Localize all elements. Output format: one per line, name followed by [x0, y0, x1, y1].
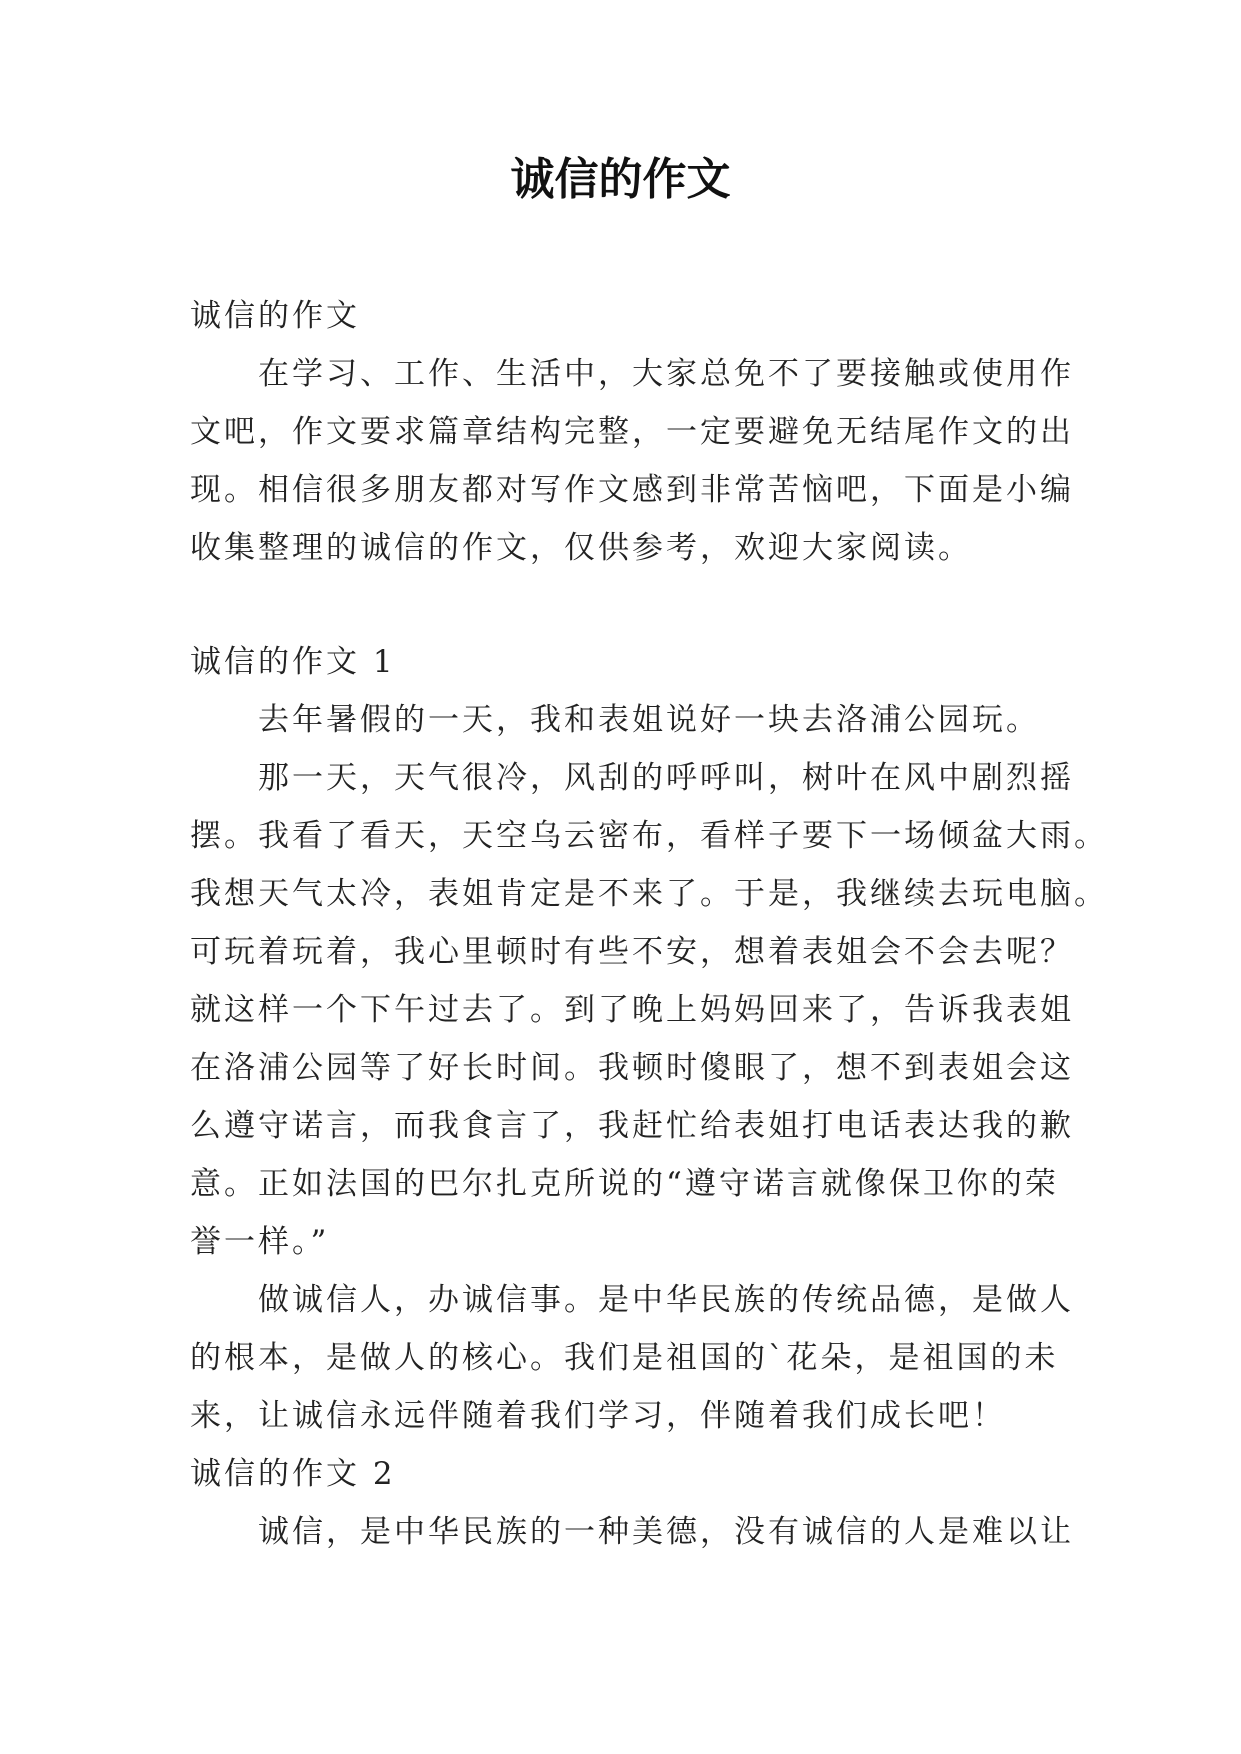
text-line: 那一天，天气很冷，风刮的呼呼叫，树叶在风中剧烈摇 [258, 760, 1074, 796]
text-line: 誉一样。” [190, 1224, 330, 1260]
essay1-paragraph-3 [190, 1271, 1074, 1445]
text-line: 诚信，是中华民族的一种美德，没有诚信的人是难以让 [258, 1514, 1074, 1550]
intro-paragraph [190, 345, 1074, 577]
essay2-heading: 诚信的作文 2 [190, 1456, 396, 1492]
text-line: 在学习、工作、生活中，大家总免不了要接触或使用作 [258, 356, 1074, 392]
intro-heading: 诚信的作文 [190, 298, 360, 334]
text-line: 意。正如法国的巴尔扎克所说的“遵守诺言就像保卫你的荣 [190, 1166, 1059, 1202]
text-line: 现。相信很多朋友都对写作文感到非常苦恼吧，下面是小编 [190, 472, 1074, 508]
text-line: 摆。我看了看天，天空乌云密布，看样子要下一场倾盆大雨。 [190, 818, 1108, 854]
text-line: 可玩着玩着，我心里顿时有些不安，想着表姐会不会去呢？ [190, 934, 1074, 970]
text-line: 么遵守诺言，而我食言了，我赶忙给表姐打电话表达我的歉 [190, 1108, 1074, 1144]
text-line: 我想天气太冷，表姐肯定是不来了。于是，我继续去玩电脑。 [190, 876, 1108, 912]
section-spacer [190, 577, 1048, 633]
essay1-paragraph-2 [190, 749, 1108, 1271]
text-line: 做诚信人，办诚信事。是中华民族的传统品德，是做人 [258, 1282, 1074, 1318]
text-line: 去年暑假的一天，我和表姐说好一块去洛浦公园玩。 [258, 702, 1040, 738]
text-line: 来，让诚信永远伴随着我们学习，伴随着我们成长吧！ [190, 1398, 1006, 1434]
text-line: 收集整理的诚信的作文，仅供参考，欢迎大家阅读。 [190, 530, 972, 566]
essay1-paragraph-1 [190, 691, 1048, 749]
text-line: 文吧，作文要求篇章结构完整，一定要避免无结尾作文的出 [190, 414, 1074, 450]
text-line: 的根本，是做人的核心。我们是祖国的`花朵，是祖国的未 [190, 1340, 1059, 1376]
text-line: 就这样一个下午过去了。到了晚上妈妈回来了，告诉我表姐 [190, 992, 1074, 1028]
essay1-heading: 诚信的作文 1 [190, 644, 396, 680]
document-title: 诚信的作文 [510, 154, 731, 205]
document-body [190, 287, 1108, 1561]
essay2-paragraph-1 [190, 1503, 1074, 1561]
text-line: 在洛浦公园等了好长时间。我顿时傻眼了，想不到表姐会这 [190, 1050, 1074, 1086]
